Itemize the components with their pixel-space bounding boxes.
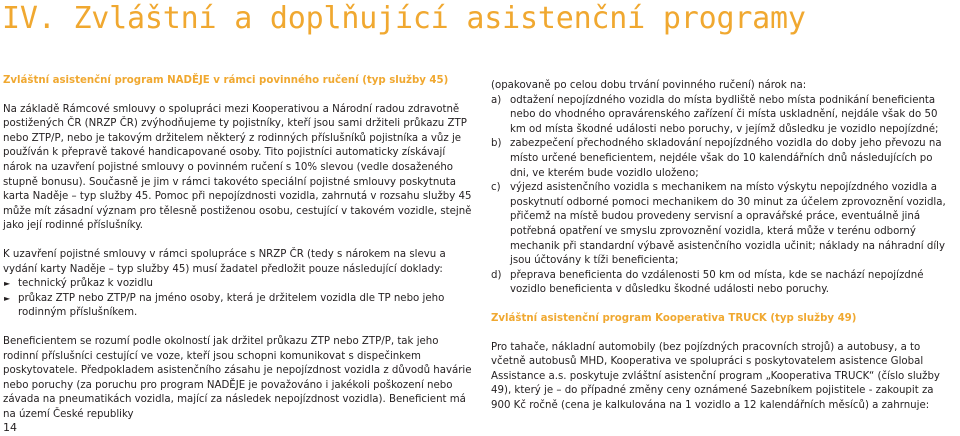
entitlements-list	[491, 94, 951, 298]
list-letter: a)	[491, 94, 502, 106]
left-column	[3, 74, 473, 422]
list-item	[491, 137, 951, 181]
list-letter: d)	[491, 269, 502, 281]
paragraph-documents: K uzavření pojistné smlouvy v rámci spolupráce s NRZP ČR (tedy s nárokem na slevu a vydání karty Naděje – typ služby 45) musí žadatel předložit pouze následující doklady:	[3, 248, 446, 275]
list-item	[3, 292, 473, 321]
list-letter: c)	[491, 182, 501, 194]
section-heading-nadeje: Zvláštní asistenční program NADĚJE v rámci povinného ručení (typ služby 45)	[3, 75, 449, 86]
right-column	[491, 79, 951, 413]
list-item	[491, 269, 951, 298]
list-item	[3, 277, 473, 292]
list-item	[491, 94, 951, 138]
list-item-text: přeprava beneficienta do vzdálenosti 50 km od místa, kde se nachází nepojízdné vozidlo beneficienta v důsledku škodné události nebo poruchy.	[510, 269, 924, 296]
list-item	[491, 181, 951, 269]
list-item-text: technický průkaz k vozidlu	[18, 278, 154, 290]
page-number: 14	[3, 421, 17, 434]
documents-list	[3, 277, 473, 321]
list-item-text: zabezpečení přechodného skladování nepojízdného vozidla do doby jeho převozu na místo určené beneficientem, nejdéle však do 10 kalendářních dnů následujících po dni, ve kterém bude vozidlo uloženo;	[510, 138, 942, 179]
page-title: IV. Zvláštní a doplňující asistenční programy	[2, 1, 806, 36]
list-item-text: průkaz ZTP nebo ZTP/P na jméno osoby, která je držitelem vozidla dle TP nebo jeho rodinným příslušníkem.	[18, 292, 445, 319]
list-letter: b)	[491, 138, 502, 150]
paragraph-entitlement-intro: (opakovaně po celou dobu trvání povinného ručení) nárok na:	[491, 80, 807, 91]
list-item-text: odtažení nepojízdného vozidla do místa bydliště nebo místa podnikání beneficienta nebo do vhodného opravárenského zařízení či místa uskladnění, nejdále však do 50 km od místa škodné události nebo poruchy, v jejímž důsledku je vozidlo nepojízdné;	[510, 94, 939, 135]
triangle-bullet-icon: ►	[4, 293, 11, 303]
section-heading-truck: Zvláštní asistenční program Kooperativa TRUCK (typ služby 49)	[491, 312, 857, 324]
paragraph-intro: Na základě Rámcové smlouvy o spolupráci mezi Kooperativou a Národní radou zdravotně postižených ČR (NRZP ČR) zvýhodňujeme ty pojistníky, kteří jsou sami držiteli průkazu ZTP nebo ZTP/P, nebo je takovým držitelem některý z rodinných příslušníků pojistníka a vůz je používán k přepravě takové handicapované osoby. Tito pojistníci automaticky získávají nárok na uzavření pojistné smlouvy o povinném ručení s 10% slevou (vedle dosaženého stupně bonusu). Současně je jim v rámci takovéto speciální pojistné smlouvy poskytnuta karta Naděje – typ služby 45. Pomoc při nepojízdnosti vozidla, zahrnutá v rozsahu služby 45 může mít zásadní význam pro tělesně postiženou osobu, cestující v takovém vozidle, stejně jako její rodinné příslušníky.	[3, 103, 472, 232]
paragraph-beneficiary: Beneficientem se rozumí podle okolností jak držitel průkazu ZTP nebo ZTP/P, tak jeho rodinní příslušníci cestující ve voze, kteří jsou schopni komunikovat s dispečinkem poskytovatele. Předpokladem asistenčního zásahu je nepojízdnost vozidla z důvodů havárie nebo poruchy (za poruchu pro program NADĚJE je považováno i jakékoli poškození nebo závada na pneumatikách vozidla, mající za následek nepojízdnost vozidla). Beneficient má na území České republiky	[3, 335, 472, 420]
triangle-bullet-icon: ►	[4, 279, 11, 289]
list-item-text: výjezd asistenčního vozidla s mechanikem na místo výskytu nepojízdného vozidla a poskytnutí odborné pomoci mechanikem do 30 minut za účelem zprovoznění vozidla, přičemž na místě budou provedeny servisní a opravářské práce, eventuálně jiná potřebná opatření ve smyslu zprovoznění vozidla, která může v terénu odborný mechanik při standardní výbavě asistenčního vozidla učinit; náklady na náhradní díly jsou účtovány k tíži beneficienta;	[510, 182, 946, 267]
paragraph-truck: Pro tahače, nákladní automobily (bez pojízdných pracovních strojů) a autobusy, a to včetně autobusů MHD, Kooperativa ve spolupráci s poskytovatelem asistence Global Assistance a.s. poskytuje zvláštní asistenční program „Kooperativa TRUCK“ (číslo služby 49), který je – do případné změny ceny oznámené Sazebníkem pojistitele - zakoupit za 900 Kč ročně (cena je kalkulována na 1 vozidlo a 12 kalendářních měsíců) a zahrnuje:	[491, 341, 940, 411]
